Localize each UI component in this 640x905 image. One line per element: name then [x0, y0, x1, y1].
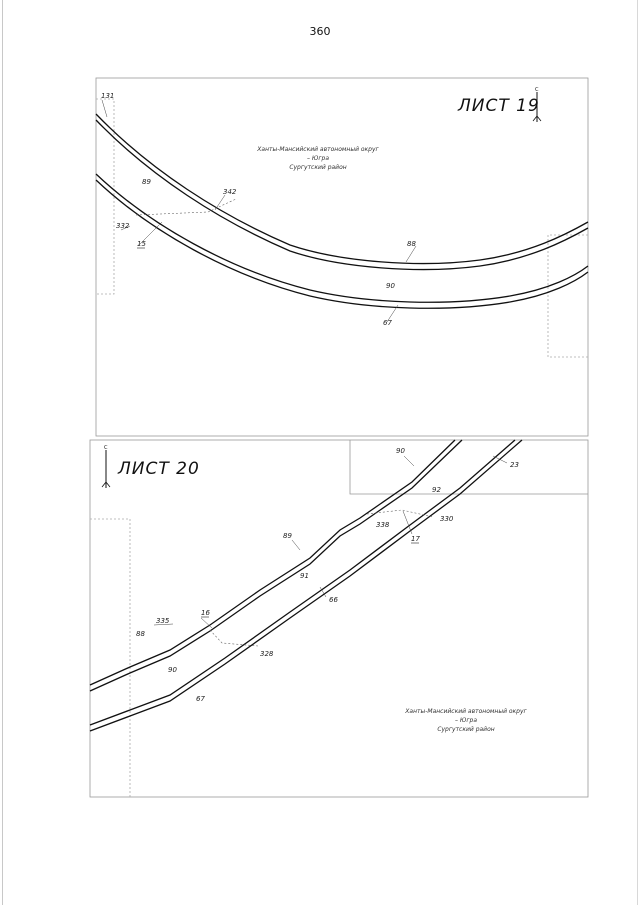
boundary-line [96, 114, 588, 270]
sheet-title: ЛИСТ 19 [458, 96, 540, 116]
boundary-line [96, 174, 588, 308]
svg-text:С: С [104, 445, 108, 451]
label-90: 90 [386, 282, 395, 290]
svg-text:Ханты-Мансийский автономный ок: Ханты-Мансийский автономный округ [405, 708, 527, 715]
leader-lines [102, 100, 416, 322]
label-89: 89 [283, 532, 292, 540]
sheet-19 [96, 78, 588, 436]
label-16: 16 [201, 609, 210, 617]
svg-text:Сургутский район: Сургутский район [437, 726, 495, 733]
label-92: 92 [432, 486, 441, 494]
region-caption [256, 146, 379, 171]
adjacent-sheet-outline [90, 519, 130, 797]
svg-text:Сургутский район: Сургутский район [289, 164, 347, 171]
label-332: 332 [116, 222, 130, 230]
svg-text:– Югра: – Югра [454, 717, 478, 724]
sheet-20 [90, 440, 588, 797]
svg-text:С: С [535, 87, 539, 93]
label-338: 338 [376, 521, 390, 529]
label-15: 15 [137, 240, 146, 248]
label-330: 330 [440, 515, 454, 523]
label-335: 335 [156, 617, 170, 625]
label-90: 90 [396, 447, 405, 455]
label-328: 328 [260, 650, 274, 658]
north-arrow-icon [102, 445, 110, 488]
section-line [210, 630, 258, 646]
boundary-line [90, 440, 522, 731]
label-342: 342 [223, 188, 237, 196]
label-67: 67 [196, 695, 205, 703]
label-88: 88 [407, 240, 416, 248]
label-17: 17 [411, 535, 420, 543]
svg-text:– Югра: – Югра [306, 155, 330, 162]
label-23: 23 [510, 461, 519, 469]
label-91: 91 [300, 572, 309, 580]
label-89: 89 [142, 178, 151, 186]
label-131: 131 [101, 92, 115, 100]
sheet-title: ЛИСТ 20 [118, 459, 200, 479]
page-number: 360 [309, 25, 331, 38]
label-90: 90 [168, 666, 177, 674]
adjacent-sheet-outline [548, 235, 588, 357]
label-67: 67 [383, 319, 392, 327]
region-caption [404, 708, 527, 733]
label-66: 66 [329, 596, 338, 604]
svg-text:Ханты-Мансийский автономный ок: Ханты-Мансийский автономный округ [257, 146, 379, 153]
label-88: 88 [136, 630, 145, 638]
